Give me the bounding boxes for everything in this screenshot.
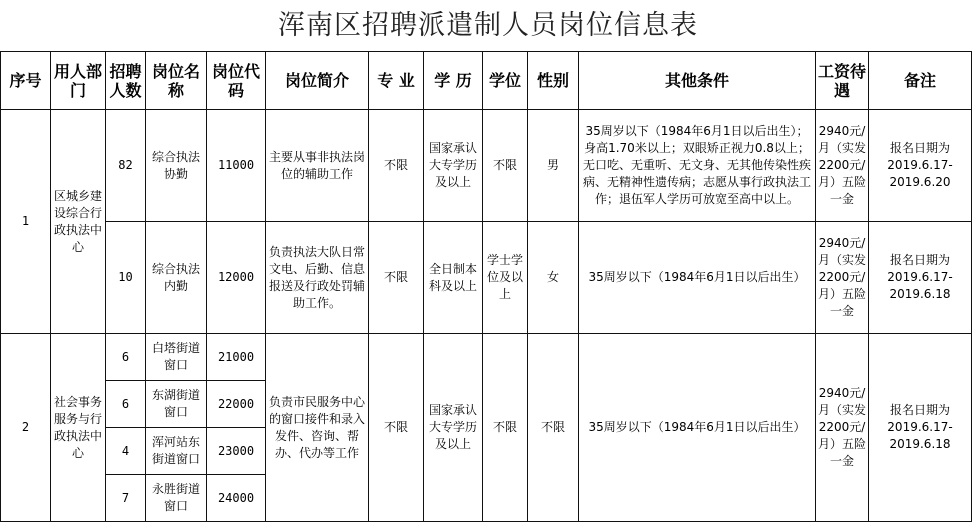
header-seq[interactable]: 序号 bbox=[1, 52, 51, 110]
cell-post-desc[interactable]: 主要从事非执法岗位的辅助工作 bbox=[266, 110, 369, 222]
cell-remark[interactable]: 报名日期为2019.6.17-2019.6.20 bbox=[869, 110, 972, 222]
cell-post-code[interactable]: 12000 bbox=[207, 222, 266, 334]
cell-post-name[interactable]: 白塔街道窗口 bbox=[146, 334, 207, 381]
cell-count[interactable]: 6 bbox=[106, 381, 146, 428]
cell-count[interactable]: 82 bbox=[106, 110, 146, 222]
cell-other[interactable]: 35周岁以下（1984年6月1日以后出生） bbox=[579, 334, 816, 522]
header-remark[interactable]: 备注 bbox=[869, 52, 972, 110]
cell-salary[interactable]: 2940元/月（实发2200元/月）五险一金 bbox=[816, 222, 869, 334]
page-title: 浑南区招聘派遣制人员岗位信息表 bbox=[278, 10, 698, 41]
cell-degree[interactable]: 学士学位及以上 bbox=[483, 222, 528, 334]
cell-education[interactable]: 国家承认大专学历及以上 bbox=[424, 334, 483, 522]
cell-count[interactable]: 7 bbox=[106, 475, 146, 522]
cell-post-desc[interactable]: 负责市民服务中心的窗口接件和录入发件、咨询、帮办、代办等工作 bbox=[266, 334, 369, 522]
cell-major[interactable]: 不限 bbox=[369, 110, 424, 222]
cell-post-name[interactable]: 综合执法内勤 bbox=[146, 222, 207, 334]
cell-other[interactable]: 35周岁以下（1984年6月1日以后出生） bbox=[579, 222, 816, 334]
header-education[interactable]: 学 历 bbox=[424, 52, 483, 110]
cell-dept[interactable]: 社会事务服务与行政执法中心 bbox=[51, 334, 106, 522]
recruitment-table bbox=[0, 51, 972, 522]
cell-count[interactable]: 10 bbox=[106, 222, 146, 334]
header-major[interactable]: 专 业 bbox=[369, 52, 424, 110]
table-row bbox=[1, 110, 972, 222]
cell-remark[interactable]: 报名日期为2019.6.17-2019.6.18 bbox=[869, 334, 972, 522]
table-row bbox=[1, 222, 972, 334]
cell-gender[interactable]: 女 bbox=[528, 222, 579, 334]
header-post-name[interactable]: 岗位名称 bbox=[146, 52, 207, 110]
cell-post-code[interactable]: 24000 bbox=[207, 475, 266, 522]
cell-major[interactable]: 不限 bbox=[369, 222, 424, 334]
cell-degree[interactable]: 不限 bbox=[483, 110, 528, 222]
header-dept[interactable]: 用人部门 bbox=[51, 52, 106, 110]
cell-dept[interactable]: 区城乡建设综合行政执法中心 bbox=[51, 110, 106, 334]
cell-post-name[interactable]: 永胜街道窗口 bbox=[146, 475, 207, 522]
cell-gender[interactable]: 男 bbox=[528, 110, 579, 222]
header-row bbox=[1, 52, 972, 110]
header-salary[interactable]: 工资待遇 bbox=[816, 52, 869, 110]
cell-post-name[interactable]: 东湖街道窗口 bbox=[146, 381, 207, 428]
cell-post-code[interactable]: 23000 bbox=[207, 428, 266, 475]
cell-post-code[interactable]: 11000 bbox=[207, 110, 266, 222]
cell-major[interactable]: 不限 bbox=[369, 334, 424, 522]
cell-education[interactable]: 国家承认大专学历及以上 bbox=[424, 110, 483, 222]
cell-count[interactable]: 4 bbox=[106, 428, 146, 475]
cell-post-code[interactable]: 22000 bbox=[207, 381, 266, 428]
cell-post-name[interactable]: 浑河站东街道窗口 bbox=[146, 428, 207, 475]
cell-gender[interactable]: 不限 bbox=[528, 334, 579, 522]
cell-salary[interactable]: 2940元/月（实发2200元/月）五险一金 bbox=[816, 110, 869, 222]
header-count[interactable]: 招聘人数 bbox=[106, 52, 146, 110]
cell-other[interactable]: 35周岁以下（1984年6月1日以后出生）；身高1.70米以上；双眼矫正视力0.8以上；无口吃、无重听、无文身、无其他传染性疾病、无精神性遗传病；志愿从事行政执法工作；退伍军人学历可放宽至高中以上。 bbox=[579, 110, 816, 222]
cell-salary[interactable]: 2940元/月（实发2200元/月）五险一金 bbox=[816, 334, 869, 522]
header-gender[interactable]: 性别 bbox=[528, 52, 579, 110]
cell-post-name[interactable]: 综合执法协勤 bbox=[146, 110, 207, 222]
cell-remark[interactable]: 报名日期为2019.6.17-2019.6.18 bbox=[869, 222, 972, 334]
header-other[interactable]: 其他条件 bbox=[579, 52, 816, 110]
cell-education[interactable]: 全日制本科及以上 bbox=[424, 222, 483, 334]
cell-post-code[interactable]: 21000 bbox=[207, 334, 266, 381]
header-post-desc[interactable]: 岗位简介 bbox=[266, 52, 369, 110]
cell-post-desc[interactable]: 负责执法大队日常文电、后勤、信息报送及行政处罚辅助工作。 bbox=[266, 222, 369, 334]
header-post-code[interactable]: 岗位代码 bbox=[207, 52, 266, 110]
table-row bbox=[1, 334, 972, 381]
cell-seq[interactable]: 1 bbox=[1, 110, 51, 334]
header-degree[interactable]: 学位 bbox=[483, 52, 528, 110]
cell-count[interactable]: 6 bbox=[106, 334, 146, 381]
cell-seq[interactable]: 2 bbox=[1, 334, 51, 522]
cell-degree[interactable]: 不限 bbox=[483, 334, 528, 522]
